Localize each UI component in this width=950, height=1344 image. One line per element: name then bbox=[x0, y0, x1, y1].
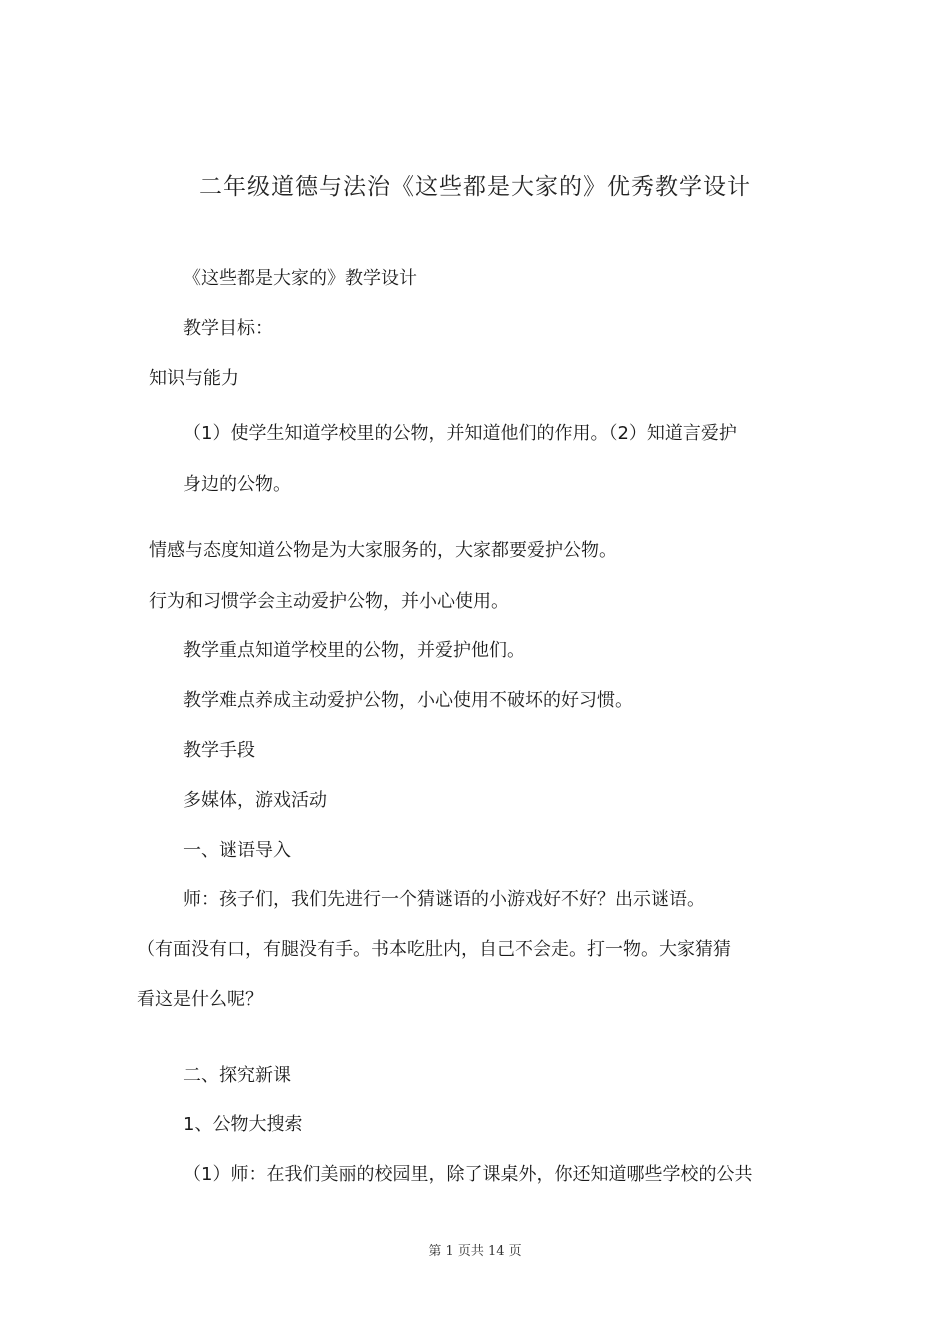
paragraph-line: 身边的公物。 bbox=[183, 474, 291, 495]
section-heading: 知识与能力 bbox=[149, 368, 239, 389]
paragraph-line: （1）使学生知道学校里的公物，并知道他们的作用。（2）知道言爱护 bbox=[183, 423, 737, 444]
paragraph-line: 师：孩子们，我们先进行一个猜谜语的小游戏好不好？出示谜语。 bbox=[183, 889, 705, 910]
paragraph-line: （1）师：在我们美丽的校园里，除了课桌外，你还知道哪些学校的公共 bbox=[183, 1164, 753, 1185]
paragraph-line: 行为和习惯学会主动爱护公物，并小心使用。 bbox=[149, 591, 509, 612]
page-footer: 第 1 页共 14 页 bbox=[428, 1244, 522, 1259]
document-title: 二年级道德与法治《这些都是大家的》优秀教学设计 bbox=[199, 174, 751, 200]
section-heading: 1、公物大搜索 bbox=[183, 1114, 303, 1135]
paragraph-line: （有面没有口，有腿没有手。书本吃肚内，自己不会走。打一物。大家猜猜 bbox=[137, 939, 731, 960]
paragraph-line: 教学难点养成主动爱护公物，小心使用不破坏的好习惯。 bbox=[183, 690, 633, 711]
section-heading: 二、探究新课 bbox=[183, 1065, 291, 1086]
paragraph-line: 情感与态度知道公物是为大家服务的，大家都要爱护公物。 bbox=[149, 540, 617, 561]
section-heading: 教学手段 bbox=[183, 740, 255, 761]
paragraph-line: 《这些都是大家的》教学设计 bbox=[183, 268, 417, 289]
paragraph-line: 多媒体，游戏活动 bbox=[183, 790, 327, 811]
section-heading: 一、谜语导入 bbox=[183, 840, 291, 861]
paragraph-line: 教学目标： bbox=[183, 318, 273, 339]
paragraph-line: 看这是什么呢？ bbox=[137, 989, 263, 1010]
paragraph-line: 教学重点知道学校里的公物，并爱护他们。 bbox=[183, 640, 525, 661]
